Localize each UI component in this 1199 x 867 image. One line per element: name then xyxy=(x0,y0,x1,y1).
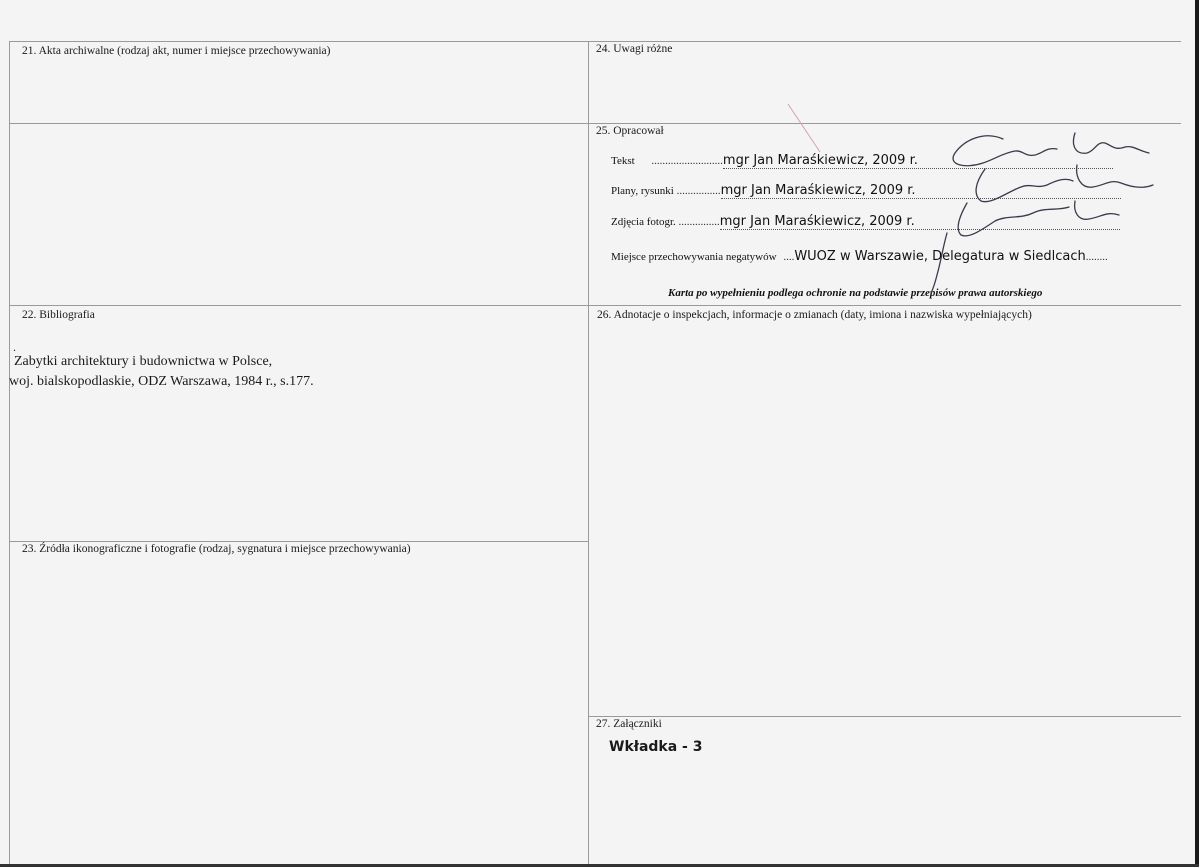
left-divider-3 xyxy=(9,541,588,542)
row-label: Zdjęcia fotogr. xyxy=(611,216,676,228)
row-dots: ............... xyxy=(678,216,720,228)
row-value: mgr Jan Maraśkiewicz, 2009 r. xyxy=(721,183,1121,199)
row-dots: ................ xyxy=(676,185,721,197)
row-label: Plany, rysunki xyxy=(611,185,674,197)
row-divider-1 xyxy=(9,123,1181,124)
copyright-notice: Karta po wypełnieniu podlega ochronie na podstawie przepisów prawa autorskiego xyxy=(668,287,1043,299)
bibliography-line-1: Zabytki architektury i budownictwa w Polsce, xyxy=(14,354,273,369)
pink-stroke xyxy=(780,100,840,160)
row-dots-after: ........ xyxy=(1085,251,1108,263)
section-26-label: 26. Adnotacje o inspekcjach, informacje o zmianach (daty, imiona i nazwiska wypełniających) xyxy=(597,309,1032,321)
section-27-label: 27. Załączniki xyxy=(596,718,662,730)
prepared-text-row xyxy=(611,153,1113,169)
prepared-photos-row xyxy=(611,214,1120,230)
scan-edge-right xyxy=(1195,0,1199,867)
section-21-label: 21. Akta archiwalne (rodzaj akt, numer i miejsce przechowywania) xyxy=(22,45,331,57)
section-22-label: 22. Bibliografia xyxy=(22,309,95,321)
row-dots: .... xyxy=(783,251,795,263)
prepared-plans-row xyxy=(611,183,1121,199)
negatives-location-row xyxy=(611,249,1108,264)
left-border xyxy=(9,41,10,867)
row-value: WUOZ w Warszawie, Delegatura w Siedlcach xyxy=(794,249,1086,264)
row-label: Tekst xyxy=(611,155,635,167)
signature-scribble xyxy=(925,125,1165,295)
section-24-label: 24. Uwagi różne xyxy=(596,43,673,55)
attachments-value: Wkładka - 3 xyxy=(609,739,703,755)
bibliography-entry xyxy=(9,340,314,392)
bibliography-line-2: woj. bialskopodlaskie, ODZ Warszawa, 1984 r., s.177. xyxy=(9,374,314,389)
right-divider-3 xyxy=(588,716,1181,717)
row-value: mgr Jan Maraśkiewicz, 2009 r. xyxy=(720,214,1120,230)
bibliography-dot: . xyxy=(13,340,16,354)
row-divider-2 xyxy=(9,305,1181,306)
section-23-label: 23. Źródła ikonograficzne i fotografie (rodzaj, sygnatura i miejsce przechowywania) xyxy=(22,543,411,555)
row-value: mgr Jan Maraśkiewicz, 2009 r. xyxy=(723,153,1113,169)
center-divider xyxy=(588,41,589,867)
row-dots: .......................... xyxy=(651,155,723,167)
section-25-label: 25. Opracował xyxy=(596,125,664,137)
top-border xyxy=(9,41,1181,42)
row-label: Miejsce przechowywania negatywów xyxy=(611,251,777,263)
